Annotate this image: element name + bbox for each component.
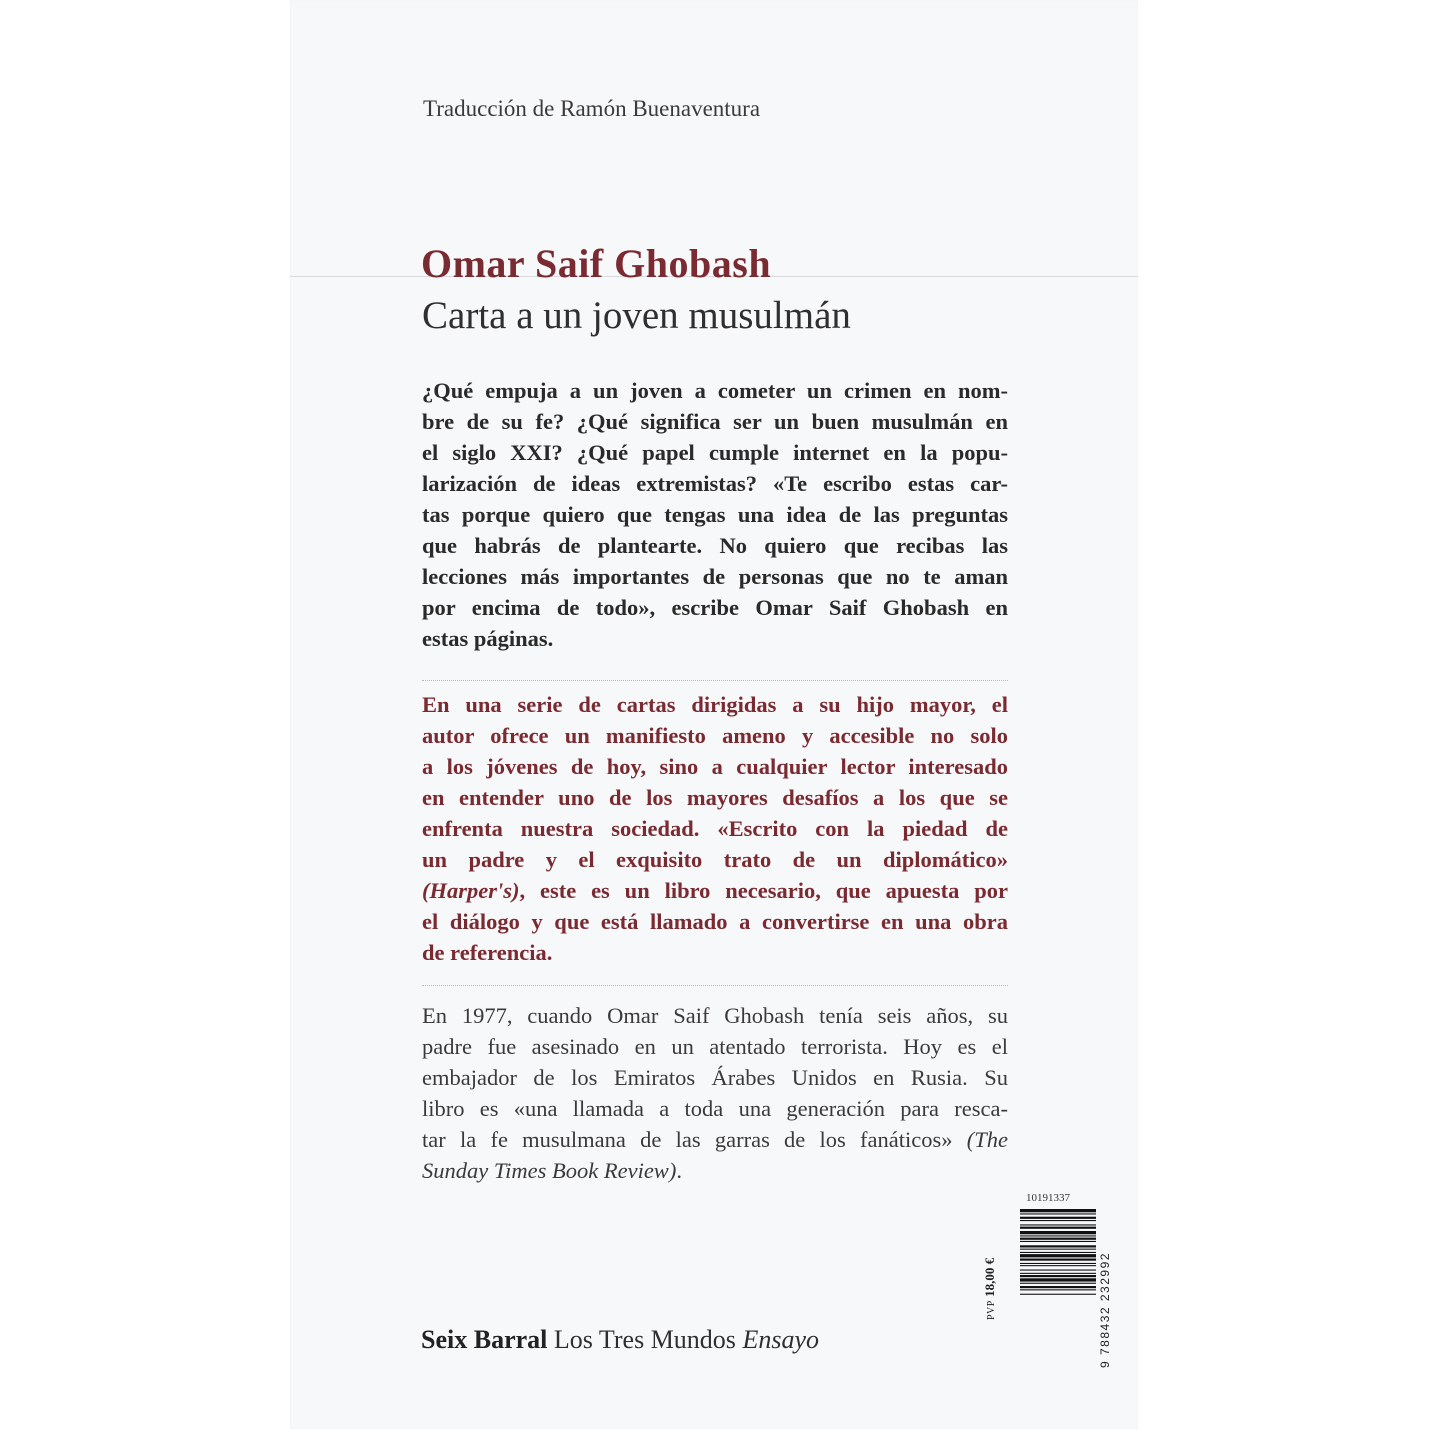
text-line: que habrás de plantearte. No quiero que recibas las — [422, 533, 1008, 558]
text-line: autor ofrece un manifiesto ameno y accesible no solo — [422, 723, 1008, 748]
barcode-bar — [1020, 1270, 1096, 1271]
barcode-bar — [1020, 1283, 1096, 1284]
text-line: ¿Qué empuja a un joven a cometer un crimen en nom- — [422, 378, 1008, 403]
text-line: el diálogo y que está llamado a convertirse en una obra — [422, 909, 1008, 934]
barcode-bar — [1020, 1294, 1096, 1295]
price-label — [982, 1258, 998, 1320]
barcode-bar — [1020, 1273, 1096, 1274]
barcode-bar — [1020, 1275, 1096, 1277]
text-line: el siglo XXI? ¿Qué papel cumple internet en la popu- — [422, 440, 1008, 465]
barcode-bar — [1020, 1245, 1096, 1247]
barcode-bar — [1020, 1217, 1096, 1219]
price-prefix: PVP — [986, 1300, 997, 1320]
barcode-bar — [1020, 1213, 1096, 1214]
text-line: estas páginas. — [422, 626, 554, 651]
publisher-imprint — [421, 1325, 819, 1355]
barcode-bar — [1020, 1263, 1096, 1264]
publisher-name: Seix Barral — [421, 1325, 548, 1354]
barcode-bar — [1020, 1238, 1096, 1240]
barcode-bar — [1020, 1235, 1096, 1236]
author-bio-paragraph — [422, 1000, 1008, 1186]
text-line: por encima de todo», escribe Omar Saif Ghobash en — [422, 595, 1008, 620]
text-line: enfrenta nuestra sociedad. «Escrito con la piedad de — [422, 816, 1008, 841]
genre-label: Ensayo — [742, 1325, 819, 1354]
barcode-bar — [1020, 1224, 1096, 1225]
text-line: (Harper's), este es un libro necesario, que apuesta por — [422, 878, 1008, 903]
barcode-bar — [1020, 1252, 1096, 1253]
text-line: libro es «una llamada a toda una generación para resca- — [422, 1096, 1008, 1121]
text-line: un padre y el exquisito trato de un diplomático» — [422, 847, 1008, 872]
collection-name: Los Tres Mundos — [553, 1325, 736, 1354]
barcode-bar — [1020, 1227, 1096, 1229]
isbn-number: 9 788432 232992 — [1098, 1252, 1112, 1368]
divider — [422, 985, 1008, 986]
text-line: tas porque quiero que tengas una idea de las preguntas — [422, 502, 1008, 527]
text-line: en entender uno de los mayores desafíos a los que se — [422, 785, 1008, 810]
barcode-bar — [1020, 1278, 1096, 1281]
barcode-bar — [1020, 1241, 1096, 1242]
barcode-bar — [1020, 1265, 1096, 1266]
text-line: lecciones más importantes de personas que no te aman — [422, 564, 1008, 589]
product-code: 10191337 — [1026, 1192, 1070, 1204]
barcode-bar — [1020, 1249, 1096, 1250]
text-line: En 1977, cuando Omar Saif Ghobash tenía seis años, su — [422, 1003, 1008, 1028]
barcode-bar — [1020, 1209, 1096, 1212]
barcode-bar — [1020, 1220, 1096, 1221]
text-line: tar la fe musulmana de las garras de los fanáticos» (The — [422, 1127, 1008, 1152]
text-line: En una serie de cartas dirigidas a su hijo mayor, el — [422, 692, 1008, 717]
text-line: bre de su fe? ¿Qué significa ser un buen musulmán en — [422, 409, 1008, 434]
price-value: 18,00 € — [982, 1257, 997, 1297]
text-line: padre fue asesinado en un atentado terrorista. Hoy es el — [422, 1034, 1008, 1059]
text-line: larización de ideas extremistas? «Te escribo estas car- — [422, 471, 1008, 496]
book-back-cover — [290, 0, 1138, 1429]
barcode-bar — [1020, 1231, 1096, 1234]
translator-credit: Traducción de Ramón Buenaventura — [423, 96, 761, 121]
barcode-bar — [1020, 1254, 1096, 1257]
text-line: a los jóvenes de hoy, sino a cualquier lector interesado — [422, 754, 1008, 779]
barcode-bar — [1020, 1286, 1096, 1288]
text-line: Sunday Times Book Review). — [422, 1158, 682, 1183]
barcode — [1018, 1207, 1098, 1367]
synopsis-paragraph — [422, 375, 1008, 654]
author-name: Omar Saif Ghobash — [421, 241, 772, 286]
description-paragraph — [422, 689, 1008, 968]
text-line: de referencia. — [422, 940, 553, 965]
divider — [422, 680, 1008, 681]
barcode-bar — [1020, 1289, 1096, 1290]
text-line: embajador de los Emiratos Árabes Unidos en Rusia. Su — [422, 1065, 1008, 1090]
book-title: Carta a un joven musulmán — [422, 294, 851, 337]
barcode-bar — [1020, 1259, 1096, 1261]
